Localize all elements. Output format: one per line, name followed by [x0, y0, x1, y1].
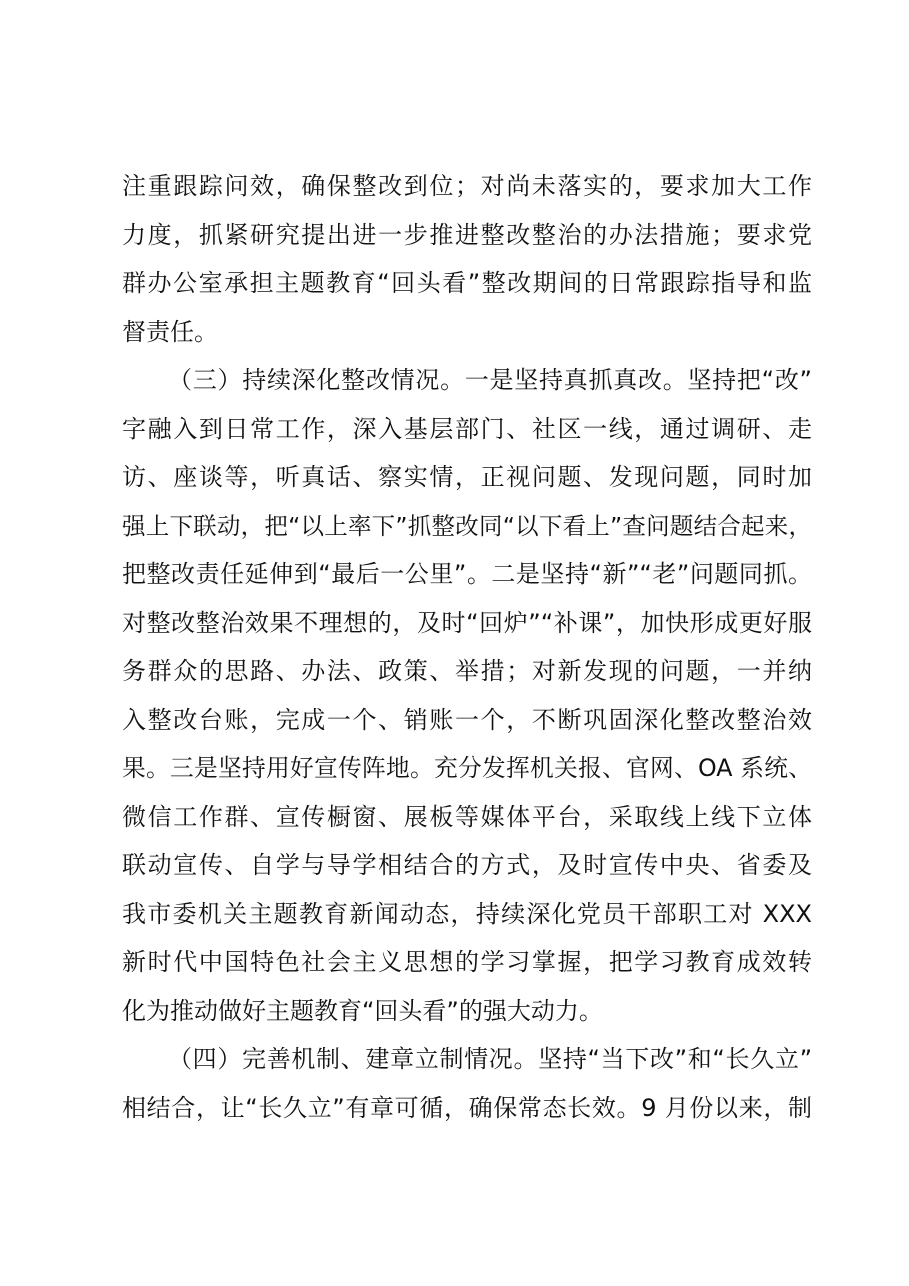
text-line: 联动宣传、自学与导学相结合的方式，及时宣传中央、省委及 — [122, 851, 812, 879]
text-line: 新时代中国特色社会主义思想的学习掌握，把学习教育成效转 — [122, 948, 812, 976]
text-line: 把整改责任延伸到“最后一公里”。二是坚持“新”“老”问题同抓。 — [122, 560, 812, 588]
text-line: 群办公室承担主题教育“回头看”整改期间的日常跟踪指导和监 — [122, 269, 812, 297]
text-line: 我市委机关主题教育新闻动态，持续深化党员干部职工对 XXX — [122, 899, 812, 928]
text-line: 访、座谈等，听真话、察实情，正视问题、发现问题，同时加 — [122, 463, 812, 491]
paragraph-start-line: （三）持续深化整改情况。一是坚持真抓真改。坚持把“改” — [168, 366, 812, 394]
text-line: 对整改整治效果不理想的，及时“回炉”“补课”，加快形成更好服 — [122, 608, 812, 637]
text-line: 微信工作群、宣传橱窗、展板等媒体平台，采取线上线下立体 — [122, 802, 812, 831]
text-line: 务群众的思路、办法、政策、举措；对新发现的问题，一并纳 — [122, 657, 812, 685]
text-line: 化为推动做好主题教育“回头看”的强大动力。 — [122, 996, 603, 1025]
body-text — [122, 162, 812, 1132]
paragraph-start-line: （四）完善机制、建章立制情况。坚持“当下改”和“长久立” — [168, 1045, 812, 1073]
text-line: 力度，抓紧研究提出进一步推进整改整治的办法措施；要求党 — [122, 220, 812, 249]
text-line: 注重跟踪问效，确保整改到位；对尚未落实的，要求加大工作 — [122, 172, 812, 200]
text-line: 字融入到日常工作，深入基层部门、社区一线，通过调研、走 — [122, 414, 812, 443]
text-line: 入整改台账，完成一个、销账一个，不断巩固深化整改整治效 — [122, 705, 812, 734]
text-line: 督责任。 — [122, 317, 218, 346]
text-line: 强上下联动，把“以上率下”抓整改同“以下看上”查问题结合起来， — [122, 511, 812, 540]
text-line: 果。三是坚持用好宣传阵地。充分发挥机关报、官网、OA 系统、 — [122, 754, 812, 782]
text-line: 相结合，让“长久立”有章可循，确保常态长效。9 月份以来，制 — [122, 1093, 812, 1122]
